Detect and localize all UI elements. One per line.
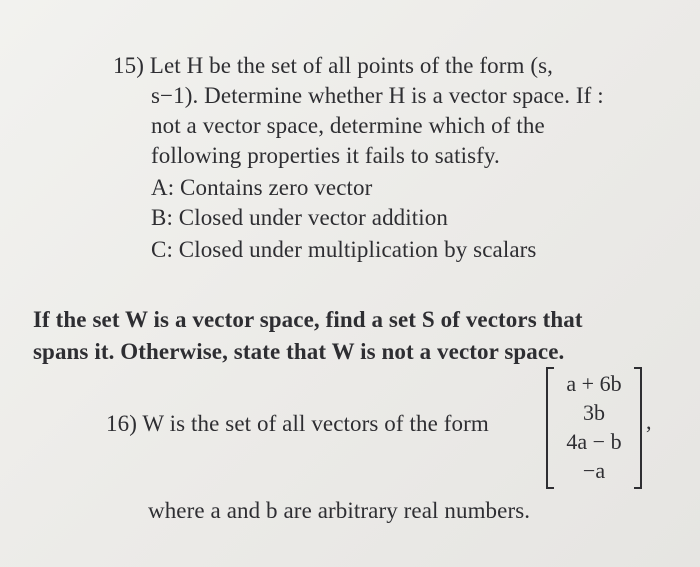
problem-15-line-2: s−1). Determine whether H is a vector space. If :: [151, 83, 604, 108]
vector-entry-2: 3b: [583, 400, 605, 425]
problem-15-line-4: following properties it fails to satisfy.: [151, 143, 500, 168]
problem-16-prefix: 16) W is the set of all vectors of the form: [106, 411, 489, 436]
option-b: B: Closed under vector addition: [151, 205, 448, 230]
column-vector: [546, 367, 642, 489]
instructions-line-1: If the set W is a vector space, find a set S of vectors that: [33, 307, 583, 332]
option-c: C: Closed under multiplication by scalars: [151, 237, 537, 262]
vector-entry-3: 4a − b: [566, 429, 622, 454]
vector-entry-1: a + 6b: [566, 371, 622, 396]
vector-comma: ,: [646, 409, 652, 434]
problem-16-suffix: where a and b are arbitrary real numbers.: [148, 498, 531, 523]
problem-15-line-1: 15) Let H be the set of all points of the form (s,: [113, 53, 553, 78]
vector-entry-4: −a: [582, 458, 606, 483]
instructions-line-2: spans it. Otherwise, state that W is not a vector space.: [33, 339, 565, 364]
right-bracket: [634, 367, 642, 489]
option-a: A: Contains zero vector: [151, 175, 373, 200]
problem-15-line-3: not a vector space, determine which of the: [151, 113, 545, 138]
